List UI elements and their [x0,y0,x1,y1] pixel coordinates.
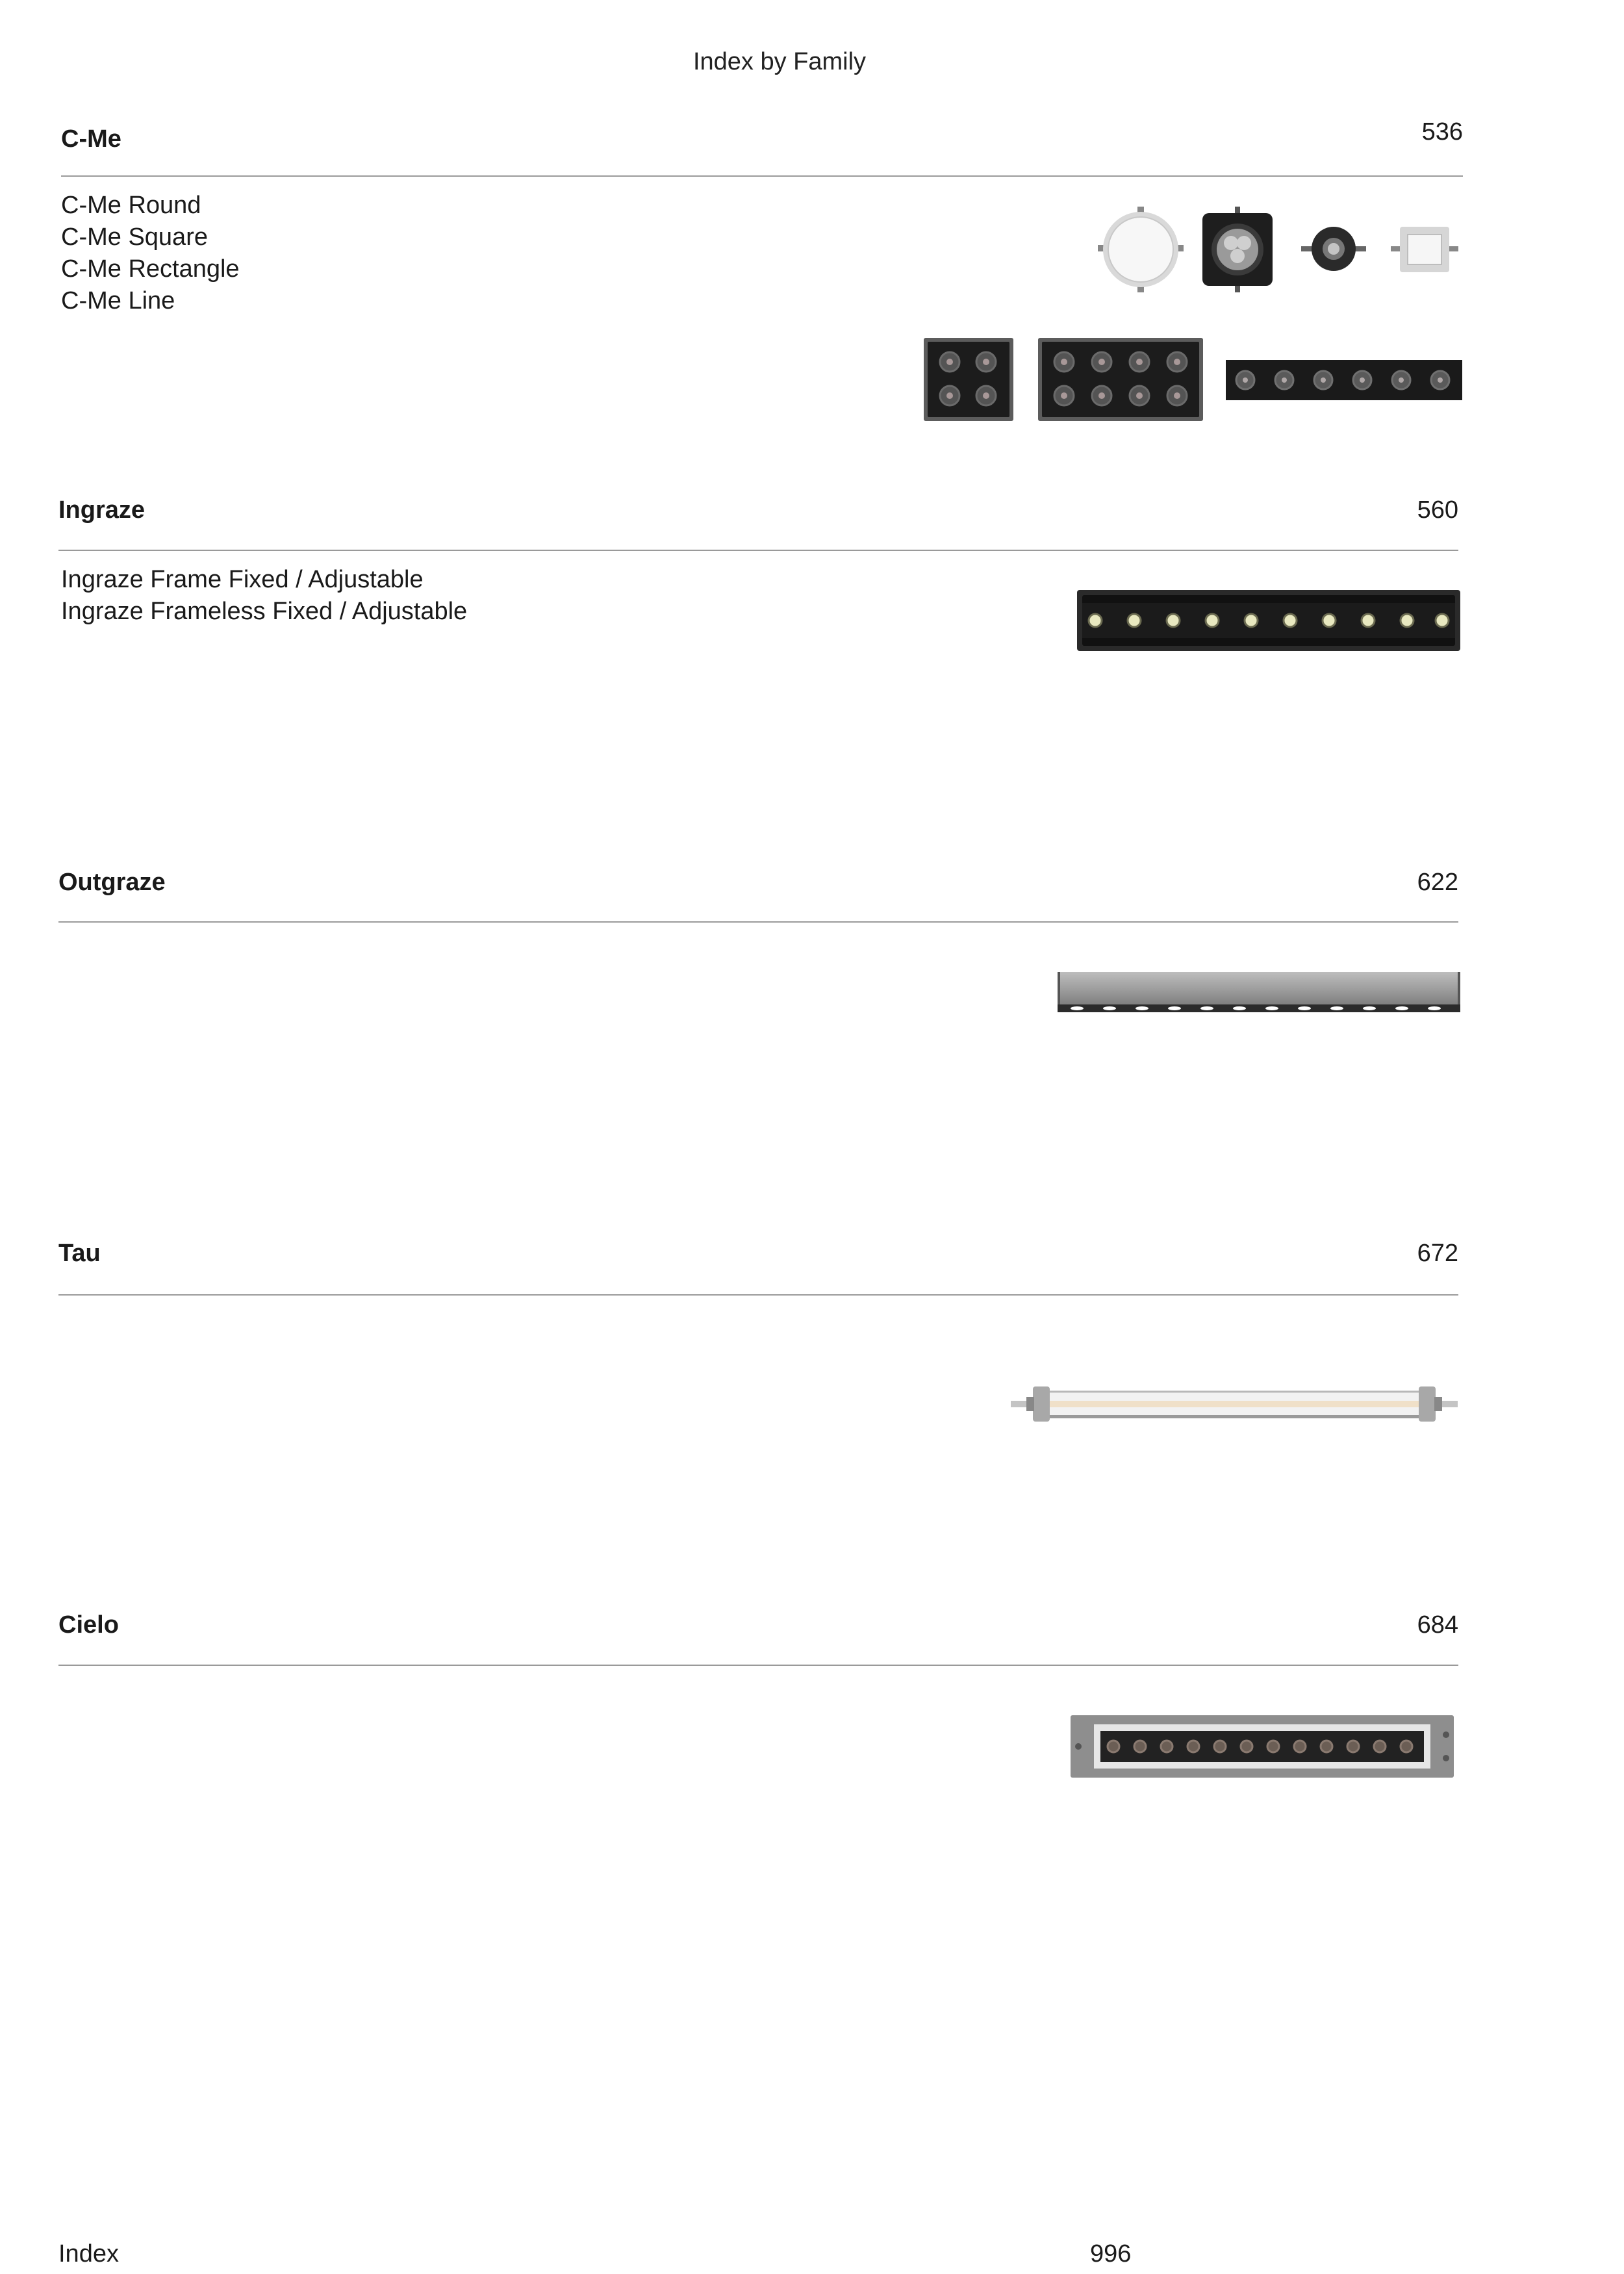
list-item: C-Me Rectangle [61,255,240,283]
section-divider [58,550,1458,551]
family-name: Ingraze [58,496,146,524]
section-divider [58,1665,1458,1666]
ingraze-linear-image [1077,590,1460,651]
list-item: C-Me Line [61,287,175,314]
section-divider [61,175,1463,177]
family-name: C-Me [61,125,121,153]
footer-page-number: 996 [1090,2240,1132,2268]
page-title: Index by Family [692,48,867,75]
family-item-list [61,564,467,628]
list-item: C-Me Square [61,224,208,251]
family-name: Cielo [58,1611,119,1639]
family-name: Tau [58,1240,101,1267]
outgraze-linear-image [1058,972,1460,1012]
c-me-square-image [1197,207,1278,292]
c-me-line-image [1226,360,1462,400]
family-page-number[interactable]: 672 [1417,1240,1458,1267]
c-me-round-image [1098,207,1184,292]
c-me-small-round-image [1301,223,1366,275]
list-item: Ingraze Frame Fixed / Adjustable [61,566,424,593]
cielo-linear-image [1071,1715,1454,1778]
family-page-number[interactable]: 622 [1417,869,1458,896]
c-me-small-square-image [1391,223,1458,275]
family-page-number[interactable]: 684 [1417,1611,1458,1639]
list-item: Ingraze Frameless Fixed / Adjustable [61,598,468,625]
section-divider [58,1294,1458,1296]
family-name: Outgraze [58,869,166,896]
tau-tube-image [1011,1385,1458,1423]
list-item: C-Me Round [61,192,201,219]
family-page-number[interactable]: 536 [1421,118,1463,146]
footer-section-label: Index [58,2240,119,2268]
section-divider [58,921,1458,923]
family-page-number[interactable]: 560 [1417,496,1458,524]
c-me-rectangle-2x4-image [1038,338,1203,421]
c-me-rectangle-2x2-image [924,338,1013,421]
family-item-list [61,190,240,317]
